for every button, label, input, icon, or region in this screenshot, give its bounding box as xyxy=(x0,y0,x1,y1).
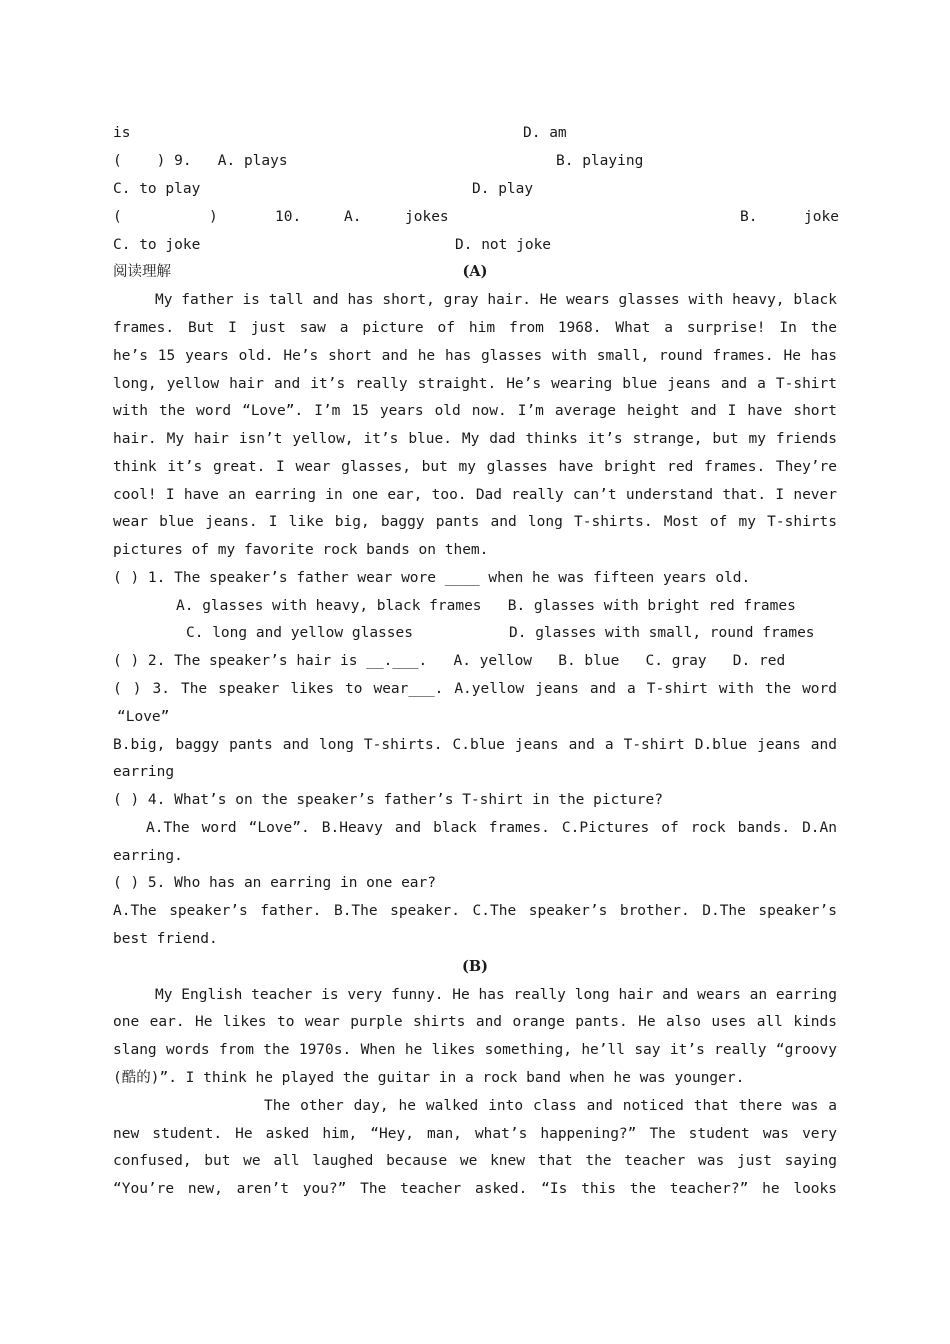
q10-option-b-text: joke xyxy=(804,209,839,225)
question-3-end: earring xyxy=(113,764,175,780)
question-4-options: A.The word “Love”. B.Heavy and black frames. C.Pictures of rock bands. D.An xyxy=(146,820,837,836)
part-b-heading: (B) xyxy=(462,958,488,975)
question-3-options: B.big, baggy pants and long T-shirts. C.blue jeans and a T-shirt D.blue jeans and xyxy=(113,737,837,753)
q8-option-c: is xyxy=(113,125,131,141)
passage-b-line: slang words from the 1970s. When he likes something, he’ll say it’s really “groovy xyxy=(113,1042,837,1058)
passage-a-line: hair. My hair isn’t yellow, it’s blue. My dad thinks it’s strange, but my friends xyxy=(113,431,837,447)
passage-a-line: think it’s great. I wear glasses, but my glasses have bright red frames. They’re xyxy=(113,459,837,475)
q10-number: 10. xyxy=(275,209,302,225)
question-1-options-cd: C. long and yellow glasses D. glasses with small, round frames xyxy=(186,625,815,641)
passage-b-line: one ear. He likes to wear purple shirts and orange pants. He also uses all kinds xyxy=(113,1014,837,1030)
passage-a-line: pictures of my favorite rock bands on them. xyxy=(113,542,489,558)
q10-option-b-label: B. xyxy=(740,209,758,225)
passage-b-line: “You’re new, aren’t you?” The teacher asked. “Is this the teacher?” he looks xyxy=(113,1181,837,1197)
q10-option-c: C. to joke xyxy=(113,237,201,253)
question-3: ( ) 3. The speaker likes to wear___. A.yellow jeans and a T-shirt with the word xyxy=(113,681,837,697)
passage-a-line: cool! I have an earring in one ear, too. Dad really can’t understand that. I never xyxy=(113,487,837,503)
q10-option-a-label: A. xyxy=(344,209,362,225)
question-2: ( ) 2. The speaker’s hair is __.___. A. yellow B. blue C. gray D. red xyxy=(113,653,786,669)
q9-option-c: C. to play xyxy=(113,181,201,197)
question-1-options-ab: A. glasses with heavy, black frames B. glasses with bright red frames xyxy=(176,598,796,614)
q9-option-d: D. play xyxy=(472,181,534,197)
q9-option-b: B. playing xyxy=(556,153,644,169)
passage-a-line: with the word “Love”. I’m 15 years old now. I’m average height and I have short xyxy=(113,403,837,419)
question-4-end: earring. xyxy=(113,848,183,864)
q8-option-d: D. am xyxy=(523,125,567,141)
passage-a-line: wear blue jeans. I like big, baggy pants and long T-shirts. Most of my T-shirts xyxy=(113,514,837,530)
part-a-heading: (A) xyxy=(462,263,488,280)
passage-a-line: long, yellow hair and it’s really straight. He’s wearing blue jeans and a T-shirt xyxy=(113,376,837,392)
section-label-reading: 阅读理解 xyxy=(113,264,171,280)
q10-blank: ( ) xyxy=(113,209,218,225)
q10-option-d: D. not joke xyxy=(455,237,552,253)
passage-a-line: frames. But I just saw a picture of him from 1968. What a surprise! In the xyxy=(113,320,837,336)
q10-option-a-text: jokes xyxy=(405,209,449,225)
passage-b-line: My English teacher is very funny. He has really long hair and wears an earring xyxy=(155,987,837,1003)
passage-a-line: he’s 15 years old. He’s short and he has glasses with small, round frames. He has xyxy=(113,348,837,364)
passage-b-line: (酷的)”. I think he played the guitar in a rock band when he was younger. xyxy=(113,1070,745,1086)
passage-b-line: The other day, he walked into class and noticed that there was a xyxy=(264,1098,837,1114)
question-3-continued: “Love” xyxy=(117,709,170,725)
passage-a-line: My father is tall and has short, gray hair. He wears glasses with heavy, black xyxy=(155,292,837,308)
question-4: ( ) 4. What’s on the speaker’s father’s T-shirt in the picture? xyxy=(113,792,663,808)
question-1: ( ) 1. The speaker’s father wear wore ____ when he was fifteen years old. xyxy=(113,570,751,586)
question-5: ( ) 5. Who has an earring in one ear? xyxy=(113,875,437,891)
passage-b-line: new student. He asked him, “Hey, man, what’s happening?” The student was very xyxy=(113,1126,837,1142)
question-5-options: A.The speaker’s father. B.The speaker. C.The speaker’s brother. D.The speaker’s xyxy=(113,903,837,919)
passage-b-line: confused, but we all laughed because we knew that the teacher was just saying xyxy=(113,1153,837,1169)
q9-option-a: ( ) 9. A. plays xyxy=(113,153,288,169)
question-5-end: best friend. xyxy=(113,931,218,947)
